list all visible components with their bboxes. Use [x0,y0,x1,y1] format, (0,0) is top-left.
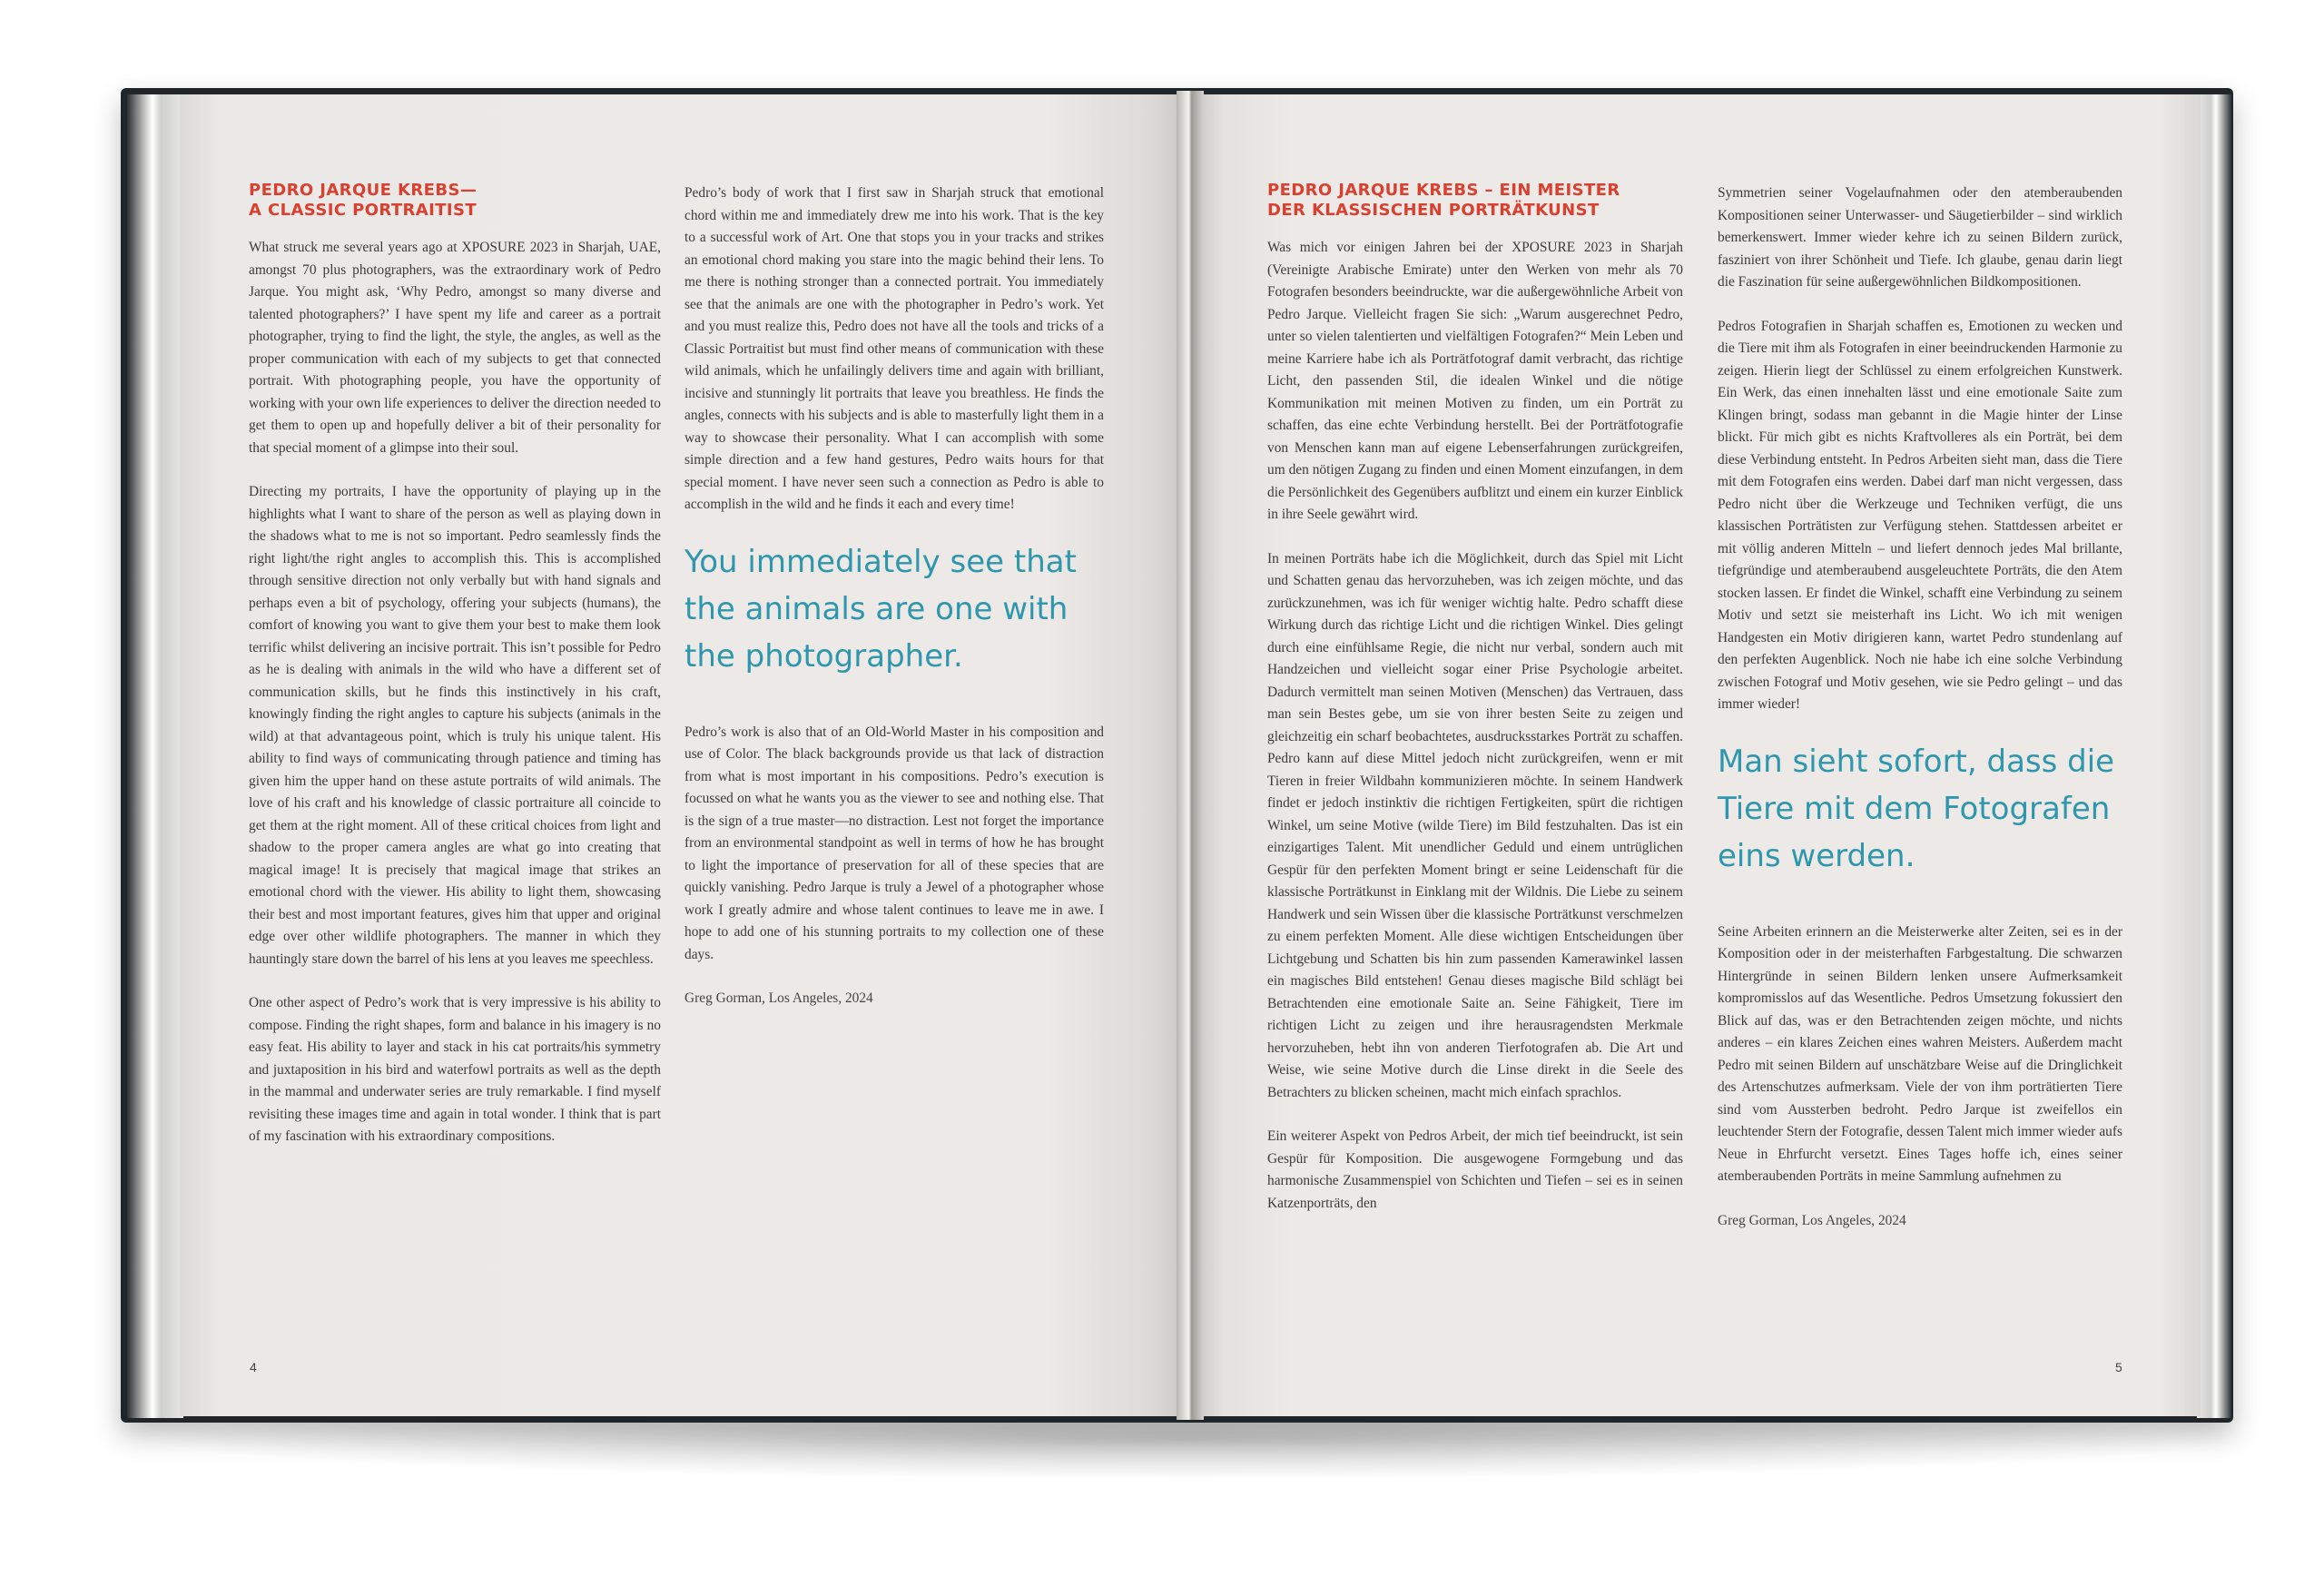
right-col2-paragraph-1: Symmetrien seiner Vogelaufnahmen oder den atemberaubenden Kompositionen seiner Unterwasser- und Säugetierbilder – sind wirklich bemerkenswert. Immer wieder kehre ich zu seinen Bildern zurück, fasziniert von ihrer Schönheit und Tiefe. Ich glaube, genau darin liegt die Faszination für seine außergewöhnlichen Bildkompositionen. [1718,185,2122,290]
right-col2-paragraph-2: Pedros Fotografien in Sharjah schaffen es, Emotionen zu wecken und die Tiere mit ihm als Fotografen in einer beeindruckenden Harmonie zu zeigen. Hierin liegt der Schlüssel zu einem erfolgreichen Kunstwerk. Ein Werk, das einen innehalten lässt und eine emotionale Saite zum Klingen bringt, sodass man gebannt in die Magie hinter der Linse blickt. Für mich gibt es nichts Kraftvolleres als ein Porträt, bei dem diese Verbindung entsteht. In Pedros Arbeiten sieht man, dass die Tiere mit dem Fotografen eins werden. Dabei darf man nicht vergessen, dass Pedro nicht über die Werkzeuge und Techniken verfügt, die uns klassischen Porträtisten zur Verfügung stehen. Stattdessen arbeitet er mit völlig anderen Mitteln – und liefert dennoch jedes Mal brillante, tiefgründige und atemberaubend ausgeleuchtete Porträts, die den Atem stocken lassen. Er findet die Winkel, schafft eine Verbindung zu seinem Motiv und setzt sie meisterhaft ins Licht. Wo ich mit wenigen Handgesten ein Motiv dirigieren kann, wartet Pedro stundenlang auf den perfekten Augenblick. Noch nie habe ich eine solche Verbindung zwischen Fotograf und Motiv gesehen, wie sie Pedro gelingt – und das immer wieder! [1718,318,2122,712]
right-col1-paragraph-1: Was mich vor einigen Jahren bei der XPOSURE 2023 in Sharjah (Vereinigte Arabische Emirate) unter den Werken von mehr als 70 Fotografen besonders beeindruckte, war die außergewöhnliche Arbeit von Pedro Jarque. Vielleicht fragen Sie sich: „Warum ausgerechnet Pedro, unter so vielen talentierten und vielfältigen Fotografen?“ Mein Leben und meine Karriere habe ich als Porträtfotograf damit verbracht, das richtige Licht, den passenden Stil, die idealen Winkel und die nötige Kommunikation mit meinen Motiven zu finden, um ein Porträt zu schaffen, das eine echte Verbindung herstellt. Bei der Porträtfotografie von Menschen kann man auf eigene Lebenserfahrungen zurückgreifen, um den nötigen Zugang zu finden und einen Moment einzufangen, in dem die Persönlichkeit des Gegenübers aufblitzt und einem ein kurzer Einblick in ihre Seele gewährt wird. [1267,240,1683,522]
left-col1-paragraph-3: One other aspect of Pedro’s work that is very impressive is his ability to compose. Finding the right shapes, form and balance in his imagery is no easy feat. His ability to layer and stack in his cat portraits/his symmetry and juxtaposition in his bird and waterfowl portraits as well as the depth in the mammal and underwater series are truly remarkable. I find myself revisiting these images time and again in total wonder. I think that is part of my fascination with his extraordinary compositions. [249,995,661,1144]
left-column-1 [249,181,661,1170]
page-edges-right [2197,94,2231,1418]
left-col2-paragraph-2: Pedro’s work is also that of an Old-World Master in his composition and use of Color. The black backgrounds provide us that lack of distraction from what is most important in his compositions. Pedro’s execution is focussed on what he wants you as the viewer to see and nothing else. That is the sign of a true master—no distraction. Lest not forget the importance from an environmental standpoint as well in terms of how he has brought to light the importance of preservation for all of these species that are quickly vanishing. Pedro Jarque is truly a Jewel of a photographer whose work I greatly admire and whose talent continues to leave me in awe. I hope to add one of his stunning portraits to my collection one of these days. [684,724,1104,962]
left-heading-line2: A CLASSIC PORTRAITIST [249,201,478,220]
left-col1-paragraph-2: Directing my portraits, I have the opportunity of playing up in the highlights what I want to share of the person as well as playing down in the shadows what to me is not so important. Pedro seamlessly finds the right light/the right angles to accomplish this. This is accomplished through sensitive direction not only verbally but with hand signals and perhaps even a bit of psychology, offering your subjects (humans), the comfort of knowing you want to give them your best to make them look terrific whilst delivering an incisive portrait. This isn’t possible for Pedro as he is dealing with animals in the wild who have a different set of communication skills, but he finds this instinctively in his craft, knowingly finding the right angles to capture his subjects (animals in the wild) at that advantageous point, which is truly his unique talent. His ability to find ways of communicating through patience and timing has given him the upper hand on these astute portraits of wild animals. The love of his craft and his knowledge of classic portraiture all coincide to get them at the right moment. All of these critical choices from light and shadow to the proper camera angles are what go into creating that magical image! It is precisely that magical image that strikes an emotional chord with the viewer. His ability to light them, showcasing their best and most important features, gives him that upper and original edge over other wildlife photographers. The manner in which they hauntingly stare down the barrel of his lens at you leaves me speechless. [249,484,661,967]
page-number-right: 5 [2115,1360,2122,1374]
left-pull-quote: You immediately see that the animals are one with the photographer. [684,543,1077,675]
right-column-1 [1267,181,1683,1236]
left-col2-paragraph-1: Pedro’s body of work that I first saw in Sharjah struck that emotional chord within me and immediately drew me into his work. That is the key to a successful work of Art. One that stops you in your tracks and strikes an emotional chord making you stare into the magic behind their lens. To me there is nothing stronger than a connected portrait. You immediately see that the animals are one with the photographer in Pedro’s work. Yet and you must realize this, Pedro does not have all the tools and tricks of a Classic Portraitist but must find other means of communication with these wild animals, which he unfailingly delivers time and again with brilliant, incisive and stunningly lit portraits that leave you breathless. He finds the angles, connects with his subjects and is able to masterfully light them in a way to showcase their personality. What I can accomplish with some simple direction and a few hand gestures, Pedro waits hours for that special moment. I have never seen such a connection as Pedro is able to accomplish in the wild and he finds it each and every time! [684,185,1104,512]
left-heading-line1: PEDRO JARQUE KREBS— [249,181,478,200]
right-pull-quote: Man sieht sofort, dass die Tiere mit dem Fotografen eins werden. [1718,743,2115,874]
page-edges-left [127,94,183,1418]
left-column-2 [684,182,1104,1032]
right-signature: Greg Gorman, Los Angeles, 2024 [1718,1212,1906,1228]
page-number-left: 4 [250,1360,257,1374]
right-heading-line1: PEDRO JARQUE KREBS – EIN MEISTER [1267,181,1620,200]
right-heading [1267,181,1683,221]
right-col2-paragraph-3: Seine Arbeiten erinnern an die Meisterwerke alter Zeiten, sei es in der Komposition oder in der meisterhaften Farbgestaltung. Die schwarzen Hintergründe in seinen Bildern lenken unsere Aufmerksamkeit kompromisslos auf das Wesentliche. Pedros Umsetzung fokussiert den Blick auf das, was er den Betrachtenden zeigen möchte, und nichts anderes – ein klares Zeichen eines wahren Meisters. Außerdem macht Pedro mit seinen Bildern auf unschätzbare Weise auf die Dringlichkeit des Artenschutzes aufmerksam. Viele der von ihm porträtierten Tiere sind vom Aussterben bedroht. Pedro Jarque ist zweifellos ein leuchtender Stern der Fotografie, dessen Talent mich immer wieder aufs Neue in Ehrfurcht versetzt. Eines Tages hoffe ich, eines seiner atemberaubenden Porträts in meine Sammlung aufnehmen zu [1718,923,2122,1184]
right-col1-paragraph-2: In meinen Porträts habe ich die Möglichkeit, durch das Spiel mit Licht und Schatten genau das hervorzuheben, was ich zeigen möchte, und das zurückzunehmen, was ich für weniger wichtig halte. Pedro schafft diese Wirkung durch das richtige Licht und die richtigen Winkel. Dies gelingt durch eine einfühlsame Regie, die nicht nur verbal, sondern auch mit Handzeichen und vielleicht sogar einer Prise Psychologie arbeitet. Dadurch vermittelt man seinen Motiven (Menschen) das Vertrauen, dass man sein Bestes gebe, um sie von ihrer besten Seite zu zeigen und gleichzeitig ein scharf beobachtetes, ausdrucksstarkes Porträt zu schaffen. Pedro kann auf diese Mittel jedoch nicht zurückgreifen, wenn er mit Tieren in freier Wildbahn kommunizieren möchte. In seinem Handwerk findet er jedoch instinktiv die richtigen Fertigkeiten, spürt die richtigen Winkel, um seine Motive (wilde Tiere) im Bild festzuhalten. Das ist ein einzigartiges Talent. Mit unendlicher Geduld und einem untrüglichen Gespür für den perfekten Moment bringt er seine Leidenschaft für die klassische Porträtkunst in Einklang mit der Wildnis. Die Liebe zu seinem Handwerk und sein Wissen über die klassische Porträtkunst verschmelzen zu einem perfekten Moment. Alle diese wichtigen Entscheidungen über Lichtgebung und Schatten bis hin zum passenden Kamerawinkel lassen ein magisches Bild entstehen! Genau dieses magische Bild schlägt bei Betrachtenden eine emotionale Saite an. Seine Fähigkeit, Tiere im richtigen Licht zu zeigen und ihre herausragendsten Merkmale hervorzuheben, hebt ihn von anderen Tierfotografen ab. Die Art und Weise, wie seine Motive durch die Linse direkt in die Seele des Betrachters zu blicken scheinen, macht mich einfach sprachlos. [1267,550,1683,1100]
left-signature: Greg Gorman, Los Angeles, 2024 [684,990,873,1006]
right-heading-line2: DER KLASSISCHEN PORTRÄTKUNST [1267,201,1600,220]
right-column-2 [1718,182,2122,1254]
right-col1-paragraph-3: Ein weiterer Aspekt von Pedros Arbeit, der mich tief beeindruckt, ist sein Gespür für Komposition. Die ausgewogene Formgebung und das harmonische Zusammenspiel von Schichten und Tiefen – sei es in seinen Katzenporträts, den [1267,1128,1683,1211]
book-gutter [1177,91,1204,1420]
left-col1-paragraph-1: What struck me several years ago at XPOSURE 2023 in Sharjah, UAE, amongst 70 plus photographers, was the extraordinary work of Pedro Jarque. You might ask, ‘Why Pedro, amongst so many diverse and talented photographers?’ I have spent my life and career as a portrait photographer, trying to find the light, the style, the angles, as well as the proper communication with each of my subjects to get that connected portrait. With photographing people, you have the opportunity of working with your own life experiences to deliver the direction needed to get them to open up and hopefully deliver a bit of their personality for that special moment of a glimpse into their soul. [249,240,661,456]
left-heading [249,181,661,221]
